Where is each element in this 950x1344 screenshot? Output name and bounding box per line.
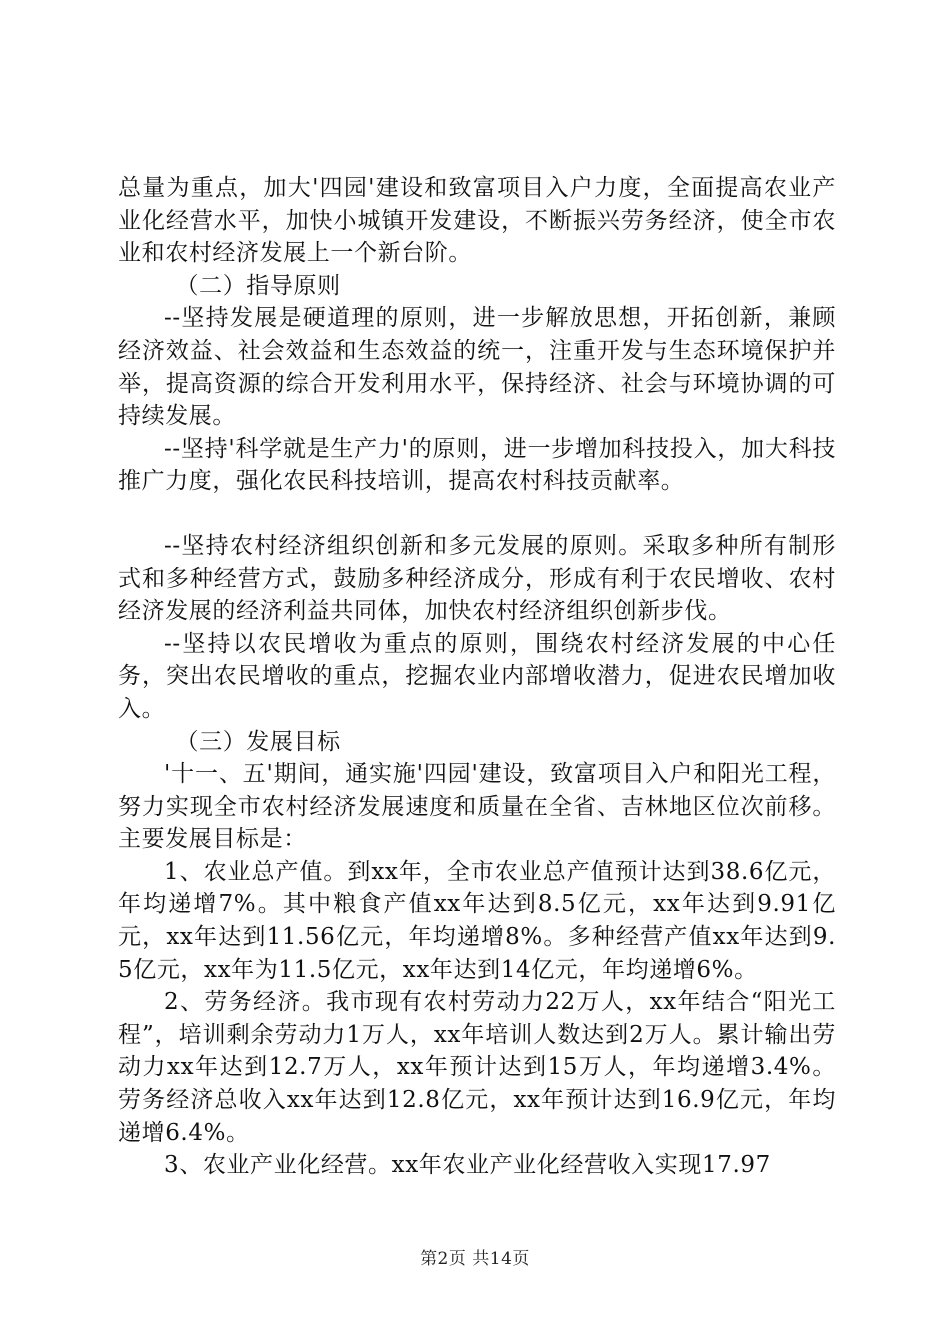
paragraph-goal-agricultural-output: 1、农业总产值。到xx年，全市农业总产值预计达到38.6亿元，年均递增7%。其中粮食产值xx年达到8.5亿元，xx年达到9.91亿元，xx年达到11.56亿元，年均递增8%。多种经营产值xx年达到9.5亿元，xx年为11.5亿元，xx年达到14亿元，年均递增6%。 bbox=[118, 858, 836, 983]
paragraph-principle-organization: --坚持农村经济组织创新和多元发展的原则。采取多种所有制形式和多种经营方式，鼓励多种经济成分，形成有利于农民增收、农村经济发展的经济利益共同体，加快农村经济组织创新步伐。 bbox=[118, 532, 836, 625]
paragraph-goals-intro: '十一、五'期间，通实施'四园'建设，致富项目入户和阳光工程，努力实现全市农村经济发展速度和质量在全省、吉林地区位次前移。主要发展目标是： bbox=[118, 761, 836, 853]
section-heading-development-goals: （三）发展目标 bbox=[175, 728, 341, 755]
paragraph-goal-labor-economy: 2、劳务经济。我市现有农村劳动力22万人，xx年结合“阳光工程”，培训剩余劳动力1万人，xx年培训人数达到2万人。累计输出劳动力xx年达到12.7万人，xx年预计达到15万人，年均递增3.4%。劳务经济总收入xx年达到12.8亿元，xx年预计达到16.9亿元，年均递增6.4%。 bbox=[118, 989, 836, 1146]
paragraph-gap bbox=[118, 498, 836, 530]
paragraph-principle-development: --坚持发展是硬道理的原则，进一步解放思想，开拓创新，兼顾经济效益、社会效益和生态效益的统一，注重开发与生态环境保护并举，提高资源的综合开发利用水平，保持经济、社会与环境协调的可持续发展。 bbox=[118, 305, 836, 430]
paragraph-principle-science: --坚持'科学就是生产力'的原则，进一步增加科技投入，加大科技推广力度，强化农民科技培训，提高农村科技贡献率。 bbox=[118, 435, 836, 495]
paragraph-goal-industrialization: 3、农业产业化经营。xx年农业产业化经营收入实现17.97 bbox=[164, 1152, 771, 1179]
document-body bbox=[118, 172, 836, 1182]
page-number-footer: 第2页 共14页 bbox=[420, 1249, 530, 1269]
paragraph-principle-income: --坚持以农民增收为重点的原则，围绕农村经济发展的中心任务，突出农民增收的重点，挖掘农业内部增收潜力，促进农民增加收入。 bbox=[118, 630, 836, 722]
paragraph-intro-continuation: 总量为重点，加大'四园'建设和致富项目入户力度，全面提高农业产业化经营水平，加快小城镇开发建设，不断振兴劳务经济，使全市农业和农村经济发展上一个新台阶。 bbox=[118, 175, 836, 267]
section-heading-guiding-principles: （二）指导原则 bbox=[175, 272, 341, 299]
